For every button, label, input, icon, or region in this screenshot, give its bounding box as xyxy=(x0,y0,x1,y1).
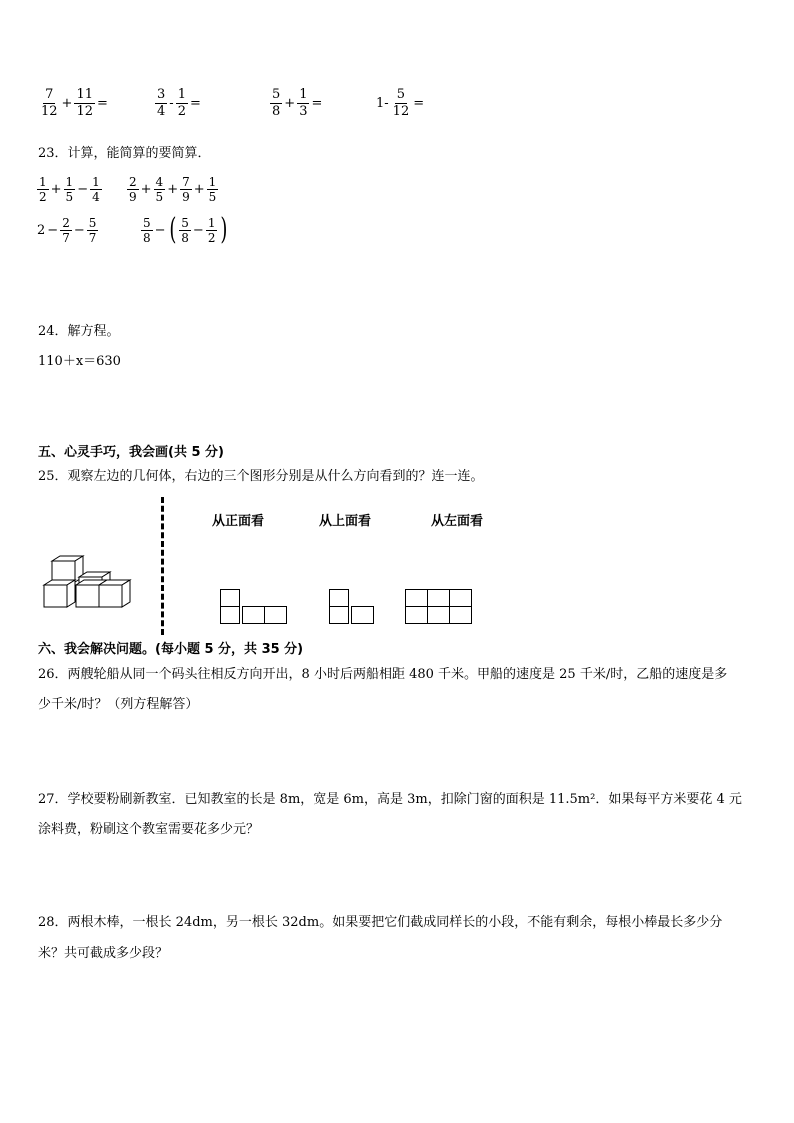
denominator: 8 xyxy=(143,230,151,245)
numerator: 5 xyxy=(396,87,406,102)
denominator: 5 xyxy=(208,190,217,204)
q23-expression-2 xyxy=(126,176,219,203)
equals-sign: = xyxy=(413,96,425,111)
label-top-view: 从上面看 xyxy=(319,514,372,529)
numerator: 5 xyxy=(181,215,189,230)
numerator: 7 xyxy=(182,175,190,189)
section-6-heading: 六、我会解决问题。(每小题 5 分，共 35 分) xyxy=(38,642,304,657)
q23-expression-3 xyxy=(36,217,99,244)
operator: − xyxy=(77,182,89,197)
denominator: 5 xyxy=(65,190,74,204)
numerator: 2 xyxy=(62,216,70,230)
right-parenthesis: ) xyxy=(220,212,228,247)
operator: − xyxy=(192,222,204,238)
question-27-line-1: 27．学校要粉刷新教室．已知教室的长是 8m，宽是 6m，高是 3m，扣除门窗的面积是 11.5m²．如果每平方米要花 4 元 xyxy=(38,792,742,807)
operator: + xyxy=(50,182,62,197)
q23-expression-4 xyxy=(140,212,230,247)
numerator: 5 xyxy=(88,216,97,230)
denominator: 8 xyxy=(272,104,281,119)
numerator: 1 xyxy=(65,175,74,189)
numerator: 5 xyxy=(272,87,281,102)
operator: + xyxy=(193,182,205,197)
equals-sign: = xyxy=(311,96,323,111)
denominator: 9 xyxy=(129,190,137,204)
operator: + xyxy=(140,182,152,197)
numerator: 4 xyxy=(155,175,164,189)
left-parenthesis: ( xyxy=(168,212,176,247)
denominator: 2 xyxy=(39,190,47,204)
numerator: 1 xyxy=(92,175,100,189)
denominator: 12 xyxy=(41,104,58,119)
operator: + xyxy=(284,96,296,111)
denominator: 4 xyxy=(92,190,100,204)
question-28-line-2: 米？共可截成多少段？ xyxy=(38,946,169,961)
numerator: 11 xyxy=(76,87,93,102)
question-26-line-1: 26．两艘轮船从同一个码头往相反方向开出，8 小时后两船相距 480 千米。甲船的速度是 25 千米/时，乙船的速度是多 xyxy=(38,667,728,682)
question-27-line-2: 涂料费，粉刷这个教室需要花多少元？ xyxy=(38,822,260,837)
equals-sign: = xyxy=(189,96,201,111)
fraction-problem-4 xyxy=(375,88,425,119)
question-25-title: 25．观察左边的几何体，右边的三个图形分别是从什么方向看到的？连一连。 xyxy=(38,469,484,484)
operator: + xyxy=(61,96,73,111)
view-shape-2 xyxy=(329,589,379,627)
denominator: 8 xyxy=(181,230,189,245)
numerator: 1 xyxy=(39,175,47,189)
numerator: 1 xyxy=(208,175,217,189)
section-5-heading: 五、心灵手巧，我会画(共 5 分) xyxy=(38,445,224,460)
view-shape-3 xyxy=(405,589,475,627)
denominator: 2 xyxy=(207,230,216,245)
numerator: 1 xyxy=(299,87,308,102)
q23-expression-1 xyxy=(36,176,103,203)
cube-solid-figure xyxy=(38,555,143,615)
denominator: 7 xyxy=(88,231,97,245)
denominator: 12 xyxy=(392,104,410,119)
whole-number: 2 xyxy=(37,223,46,238)
operator: - xyxy=(169,96,174,111)
label-front-view: 从正面看 xyxy=(212,514,265,529)
operator: − xyxy=(154,222,166,238)
denominator: 9 xyxy=(182,190,190,204)
question-28-line-1: 28．两根木棒，一根长 24dm，另一根长 32dm。如果要把它们截成同样长的小段，不能有剩余，每根小棒最长多少分 xyxy=(38,915,723,930)
denominator: 12 xyxy=(76,104,93,119)
dashed-separator xyxy=(161,497,164,635)
denominator: 7 xyxy=(62,231,70,245)
denominator: 3 xyxy=(299,104,308,119)
numerator: 2 xyxy=(129,175,137,189)
denominator: 5 xyxy=(155,190,164,204)
numerator: 1 xyxy=(207,215,216,230)
operator: − xyxy=(47,223,59,238)
denominator: 2 xyxy=(177,104,186,119)
numerator: 3 xyxy=(157,87,166,102)
numerator: 7 xyxy=(45,87,54,102)
operator: + xyxy=(167,182,179,197)
numerator: 1 xyxy=(177,87,186,102)
question-24-equation: 110＋x＝630 xyxy=(38,354,121,369)
fraction-problem-1 xyxy=(38,88,109,119)
view-shape-1 xyxy=(220,589,290,627)
fraction-problem-3 xyxy=(269,88,323,119)
label-left-view: 从左面看 xyxy=(431,514,484,529)
whole-number: 1- xyxy=(376,96,389,111)
question-24-title: 24．解方程。 xyxy=(38,324,120,339)
fraction-problem-2 xyxy=(154,88,202,119)
question-26-line-2: 少千米/时？（列方程解答） xyxy=(38,697,199,712)
numerator: 5 xyxy=(143,215,151,230)
operator: − xyxy=(73,223,85,238)
equals-sign: = xyxy=(97,96,108,111)
question-23-title: 23．计算，能简算的要简算． xyxy=(38,146,211,161)
denominator: 4 xyxy=(157,104,166,119)
